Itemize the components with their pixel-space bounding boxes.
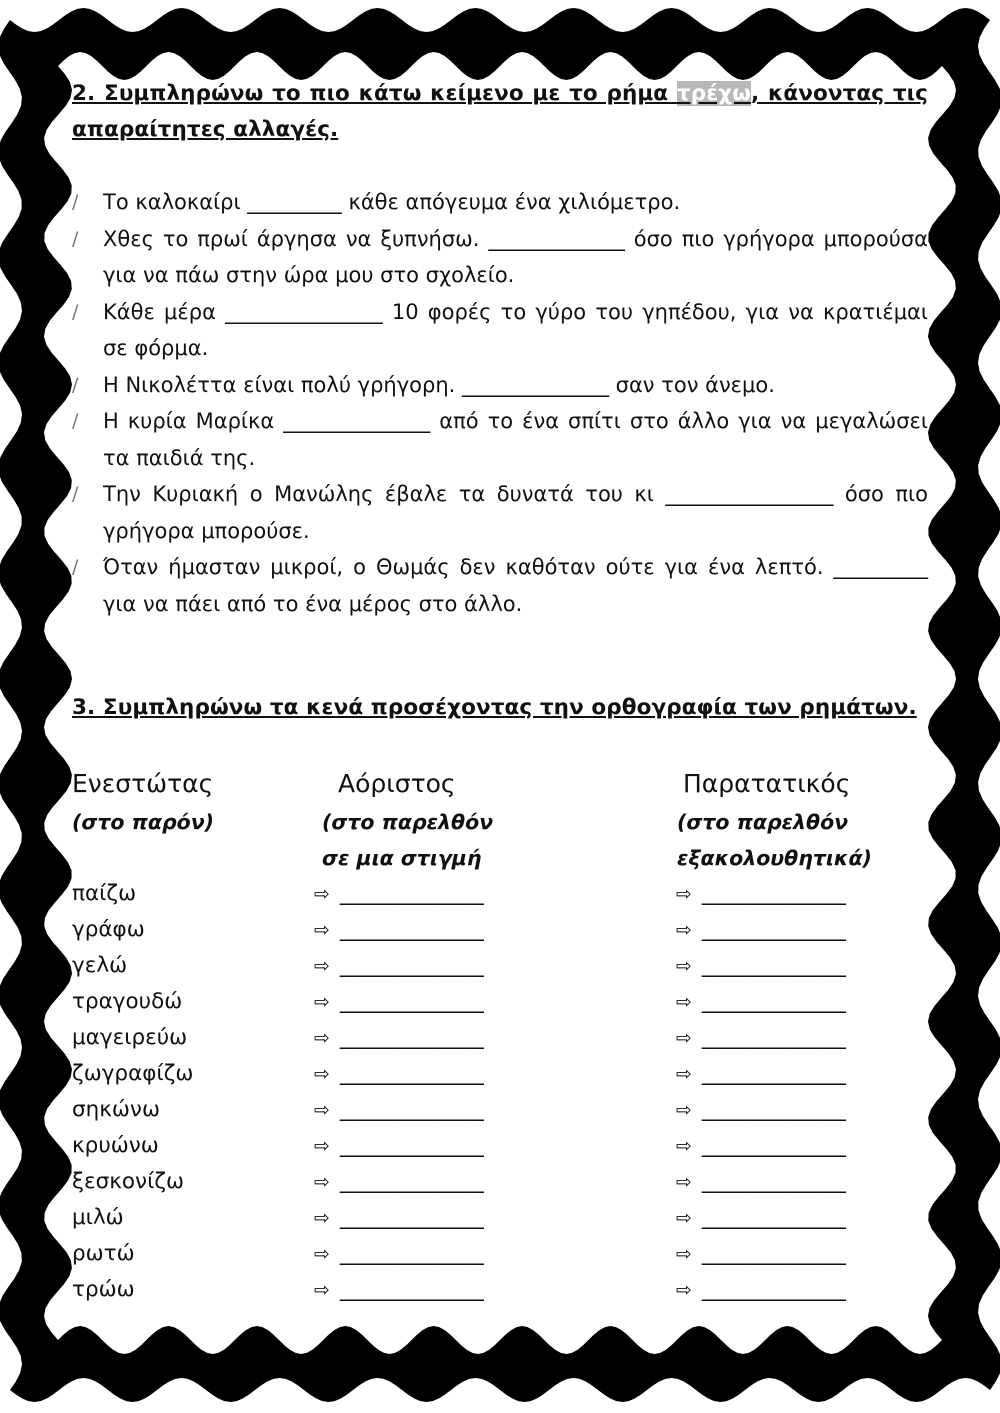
answer-blank: ______________ <box>701 1133 846 1158</box>
arrow-right-icon: ⇨ <box>676 1279 692 1301</box>
imperfect-cell <box>676 876 845 912</box>
answer-blank: ______________ <box>339 917 484 942</box>
verb-present: γελώ <box>72 953 128 978</box>
arrow-right-icon: ⇨ <box>314 883 330 905</box>
list-item <box>72 367 928 404</box>
table-row <box>72 1236 932 1272</box>
column-sub-aorist: (στο παρελθόν <box>322 810 494 834</box>
verb-present: ζωγραφίζω <box>72 1061 194 1086</box>
bullet-marker: / <box>72 556 79 578</box>
imperfect-cell <box>676 1236 845 1272</box>
verb-present: γράφω <box>72 917 145 942</box>
bullet-marker: / <box>72 300 79 323</box>
arrow-right-icon: ⇨ <box>676 1135 692 1157</box>
arrow-right-icon: ⇨ <box>314 1279 330 1301</box>
column-title-aorist: Αόριστος <box>338 769 456 798</box>
aorist-cell <box>314 1020 483 1056</box>
list-item <box>72 549 928 622</box>
arrow-right-icon: ⇨ <box>314 1135 330 1157</box>
answer-blank: ______________ <box>339 1025 484 1050</box>
answer-blank: ______________ <box>339 989 484 1014</box>
aorist-cell <box>314 1128 483 1164</box>
table-row <box>72 1020 932 1056</box>
imperfect-cell <box>676 912 845 948</box>
sentence-text: Χθες το πρωί άργησα να ξυπνήσω. _____________ όσο πιο γρήγορα μπορούσα για να πάω στην ώρα μου στο σχολείο. <box>103 226 928 287</box>
answer-blank: ______________ <box>701 1025 846 1050</box>
table-row <box>72 1200 932 1236</box>
imperfect-cell <box>676 1092 845 1128</box>
aorist-cell <box>314 876 483 912</box>
aorist-cell <box>314 1164 483 1200</box>
list-item <box>72 403 928 476</box>
answer-blank: ______________ <box>339 953 484 978</box>
answer-blank: ______________ <box>701 1277 846 1302</box>
table-row <box>72 1164 932 1200</box>
arrow-right-icon: ⇨ <box>314 955 330 977</box>
column-sub-aorist-2: σε μια στιγμή <box>322 846 482 870</box>
list-item <box>72 476 928 549</box>
answer-blank: ______________ <box>701 1097 846 1122</box>
verb-table <box>72 876 932 1308</box>
aorist-cell <box>314 1056 483 1092</box>
table-row <box>72 1272 932 1308</box>
answer-blank: ______________ <box>339 1169 484 1194</box>
imperfect-cell <box>676 1164 845 1200</box>
sentence-text: Η Νικολέττα είναι πολύ γρήγορη. ______________ σαν τον άνεμο. <box>103 372 775 397</box>
highlighted-verb: τρέχω <box>676 81 752 106</box>
heading-text-after: , κάνοντας τις απαραίτητες αλλαγές. <box>72 81 928 142</box>
arrow-right-icon: ⇨ <box>676 991 692 1013</box>
arrow-right-icon: ⇨ <box>676 1171 692 1193</box>
table-row <box>72 948 932 984</box>
sentence-text: Το καλοκαίρι _________ κάθε απόγευμα ένα χιλιόμετρο. <box>103 190 681 214</box>
aorist-cell <box>314 948 483 984</box>
answer-blank: ______________ <box>339 1133 484 1158</box>
arrow-right-icon: ⇨ <box>676 1243 692 1265</box>
answer-blank: ______________ <box>701 953 846 978</box>
answer-blank: ______________ <box>339 1241 484 1266</box>
section-2-heading <box>72 76 928 148</box>
column-sub-imperfect-2: εξακολουθητικά) <box>677 846 872 870</box>
bullet-marker: / <box>72 483 79 505</box>
answer-blank: ______________ <box>701 1241 846 1266</box>
sentence-text: Η κυρία Μαρίκα ______________ από το ένα σπίτι στο άλλο για να μεγαλώσει τα παιδιά της. <box>103 409 928 470</box>
list-item <box>72 294 928 367</box>
verb-present: σηκώνω <box>72 1097 160 1122</box>
arrow-right-icon: ⇨ <box>676 1027 692 1049</box>
column-title-imperfect: Παρατατικός <box>683 769 851 798</box>
list-item <box>72 184 928 221</box>
verb-present: μιλώ <box>72 1205 124 1230</box>
list-item <box>72 221 928 294</box>
imperfect-cell <box>676 984 845 1020</box>
bullet-marker: / <box>72 373 79 396</box>
imperfect-cell <box>676 1128 845 1164</box>
section-3-heading: 3. Συμπληρώνω τα κενά προσέχοντας την ορθογραφία των ρημάτων. <box>72 695 917 720</box>
bullet-marker: / <box>72 227 79 250</box>
sentence-text: Όταν ήμασταν μικροί, ο Θωμάς δεν καθόταν ούτε για ένα λεπτό. _________ για να πάει από το ένα μέρος στο άλλο. <box>103 555 928 616</box>
answer-blank: ______________ <box>339 1205 484 1230</box>
table-row <box>72 912 932 948</box>
imperfect-cell <box>676 1272 845 1308</box>
answer-blank: ______________ <box>701 989 846 1014</box>
answer-blank: ______________ <box>701 917 846 942</box>
verb-present: ρωτώ <box>72 1241 135 1266</box>
arrow-right-icon: ⇨ <box>314 919 330 941</box>
arrow-right-icon: ⇨ <box>314 1243 330 1265</box>
aorist-cell <box>314 1236 483 1272</box>
arrow-right-icon: ⇨ <box>314 991 330 1013</box>
sentence-text: Κάθε μέρα _______________ 10 φορές το γύρο του γηπέδου, για να κρατιέμαι σε φόρμα. <box>103 299 928 360</box>
answer-blank: ______________ <box>701 881 846 906</box>
aorist-cell <box>314 1092 483 1128</box>
verb-present: τραγουδώ <box>72 989 183 1014</box>
column-sub-present: (στο παρόν) <box>72 810 215 834</box>
heading-text-before: 2. Συμπληρώνω το πιο κάτω κείμενο με το ρήμα <box>72 81 677 106</box>
answer-blank: ______________ <box>339 881 484 906</box>
answer-blank: ______________ <box>339 1097 484 1122</box>
column-title-present: Ενεστώτας <box>72 769 214 798</box>
arrow-right-icon: ⇨ <box>676 1207 692 1229</box>
table-row <box>72 984 932 1020</box>
verb-present: τρώω <box>72 1277 135 1302</box>
verb-present: παίζω <box>72 881 137 906</box>
arrow-right-icon: ⇨ <box>314 1099 330 1121</box>
imperfect-cell <box>676 948 845 984</box>
arrow-right-icon: ⇨ <box>314 1027 330 1049</box>
arrow-right-icon: ⇨ <box>676 1099 692 1121</box>
arrow-right-icon: ⇨ <box>314 1207 330 1229</box>
verb-present: κρυώνω <box>72 1133 159 1158</box>
table-row <box>72 876 932 912</box>
bullet-marker: / <box>72 410 79 432</box>
imperfect-cell <box>676 1056 845 1092</box>
arrow-right-icon: ⇨ <box>676 1063 692 1085</box>
arrow-right-icon: ⇨ <box>676 883 692 905</box>
sentence-text: Την Κυριακή ο Μανώλης έβαλε τα δυνατά του κι ________________ όσο πιο γρήγορα μπορούσε. <box>103 482 928 543</box>
table-row <box>72 1128 932 1164</box>
aorist-cell <box>314 984 483 1020</box>
answer-blank: ______________ <box>339 1277 484 1302</box>
bullet-marker: / <box>72 191 79 213</box>
answer-blank: ______________ <box>701 1061 846 1086</box>
arrow-right-icon: ⇨ <box>676 955 692 977</box>
verb-present: μαγειρεύω <box>72 1025 188 1050</box>
answer-blank: ______________ <box>701 1169 846 1194</box>
aorist-cell <box>314 1200 483 1236</box>
arrow-right-icon: ⇨ <box>314 1063 330 1085</box>
table-row <box>72 1056 932 1092</box>
imperfect-cell <box>676 1020 845 1056</box>
arrow-right-icon: ⇨ <box>314 1171 330 1193</box>
arrow-right-icon: ⇨ <box>676 919 692 941</box>
verb-present: ξεσκονίζω <box>72 1169 185 1194</box>
column-sub-imperfect: (στο παρελθόν <box>677 810 849 834</box>
aorist-cell <box>314 1272 483 1308</box>
answer-blank: ______________ <box>701 1205 846 1230</box>
imperfect-cell <box>676 1200 845 1236</box>
aorist-cell <box>314 912 483 948</box>
table-row <box>72 1092 932 1128</box>
answer-blank: ______________ <box>339 1061 484 1086</box>
exercise-2-list <box>72 184 928 622</box>
